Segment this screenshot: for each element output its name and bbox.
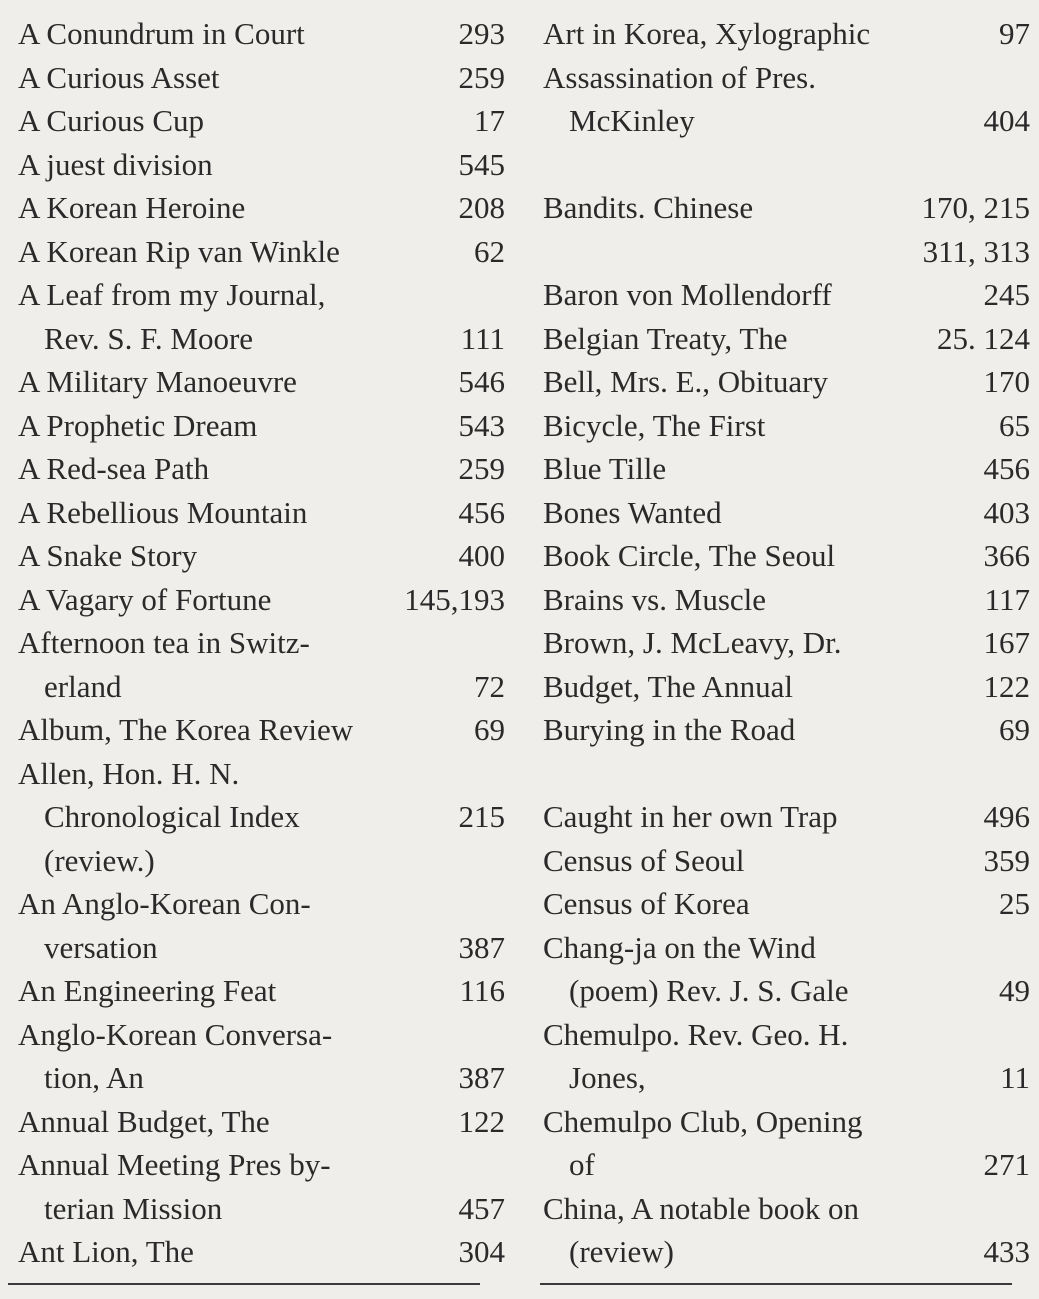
index-entry-title: An Anglo-Korean Con- (18, 886, 311, 921)
index-entry (525, 1100, 1030, 1144)
index-entry (0, 273, 505, 317)
index-entry-pages: 111 (460, 320, 505, 356)
index-entry-title: Rev. S. F. Moore (44, 320, 254, 356)
index-entry (525, 1143, 1030, 1187)
index-entry-pages: 387 (458, 1060, 505, 1095)
index-entry-title: Bell, Mrs. E., Obituary (543, 364, 828, 399)
index-entry-title: An Engineering Feat (18, 973, 277, 1008)
index-entry-title: (review) (569, 1234, 674, 1269)
index-entry (525, 534, 1030, 578)
index-entry-pages: 11 (1000, 1060, 1030, 1095)
index-entry-title: Caught in her own Trap (543, 799, 838, 834)
index-entry (0, 882, 505, 926)
index-entry (525, 491, 1030, 535)
index-entry (0, 447, 505, 491)
index-entry-title: (review.) (44, 842, 155, 878)
index-entry-title: Bicycle, The First (543, 407, 766, 443)
index-entry-title: Allen, Hon. H. N. (18, 755, 240, 791)
index-entry-pages: 245 (983, 277, 1030, 312)
index-entry-pages: 97 (999, 16, 1030, 51)
index-entry (525, 969, 1030, 1013)
index-entry (525, 1230, 1030, 1274)
index-entry-pages: 311, 313 (922, 233, 1030, 269)
rule-right (540, 1283, 1012, 1285)
index-entry (0, 1143, 505, 1187)
index-entry (0, 969, 505, 1013)
index-entry-pages: 65 (999, 407, 1030, 443)
rule-left (8, 1283, 480, 1285)
index-entry-title: (poem) Rev. J. S. Gale (569, 973, 849, 1008)
index-entry-pages: 215 (458, 799, 505, 834)
index-entry (0, 143, 505, 187)
index-entry-title: Belgian Treaty, The (543, 320, 788, 356)
index-entry (525, 143, 1030, 187)
index-entry-title: McKinley (569, 103, 695, 138)
index-entry-title: A Rebellious Mountain (18, 494, 308, 530)
index-entry-title: A Curious Cup (18, 103, 205, 138)
index-entry (0, 752, 505, 796)
index-entry (525, 12, 1030, 56)
index-entry (525, 56, 1030, 100)
index-entry-pages: 359 (983, 842, 1030, 878)
index-entry-pages: 546 (458, 364, 505, 399)
index-entry (525, 230, 1030, 274)
index-entry (525, 708, 1030, 752)
index-entry-pages: 122 (458, 1103, 505, 1139)
index-entry-pages: 403 (983, 494, 1030, 530)
index-entry (0, 1100, 505, 1144)
index-entry-title: A Korean Heroine (18, 190, 246, 225)
index-entry-title: Brown, J. McLeavy, Dr. (543, 625, 842, 660)
index-entry-pages: 72 (474, 668, 505, 704)
index-entry-title: versation (44, 929, 158, 965)
index-entry-pages: 25 (999, 886, 1030, 921)
index-entry-pages: 69 (999, 712, 1030, 747)
index-entry-pages: 259 (458, 451, 505, 486)
index-entry-title: Bandits. Chinese (543, 190, 754, 225)
index-entry (0, 621, 505, 665)
index-entry-title: Ant Lion, The (18, 1234, 194, 1269)
index-entry (525, 926, 1030, 970)
index-entry (525, 839, 1030, 883)
index-entry (0, 534, 505, 578)
index-entry (525, 186, 1030, 230)
index-entry-pages: 433 (983, 1234, 1030, 1269)
index-entry (0, 99, 505, 143)
index-entry-title: Afternoon tea in Switz- (18, 625, 310, 660)
index-entry-pages: 400 (458, 538, 505, 573)
index-entry (0, 795, 505, 839)
index-entry-pages: 545 (458, 146, 505, 182)
index-entry-title: Burying in the Road (543, 712, 796, 747)
index-entry-title: A Military Manoeuvre (18, 364, 297, 399)
index-entry-title: Anglo-Korean Conversa- (18, 1016, 333, 1052)
index-entry (0, 317, 505, 361)
index-entry-title: Census of Seoul (543, 842, 745, 878)
index-entry-title: Jones, (569, 1060, 646, 1095)
index-entry-title: A Curious Asset (18, 59, 220, 95)
index-entry-pages: 366 (983, 538, 1030, 573)
index-entry (0, 1056, 505, 1100)
index-entry-title: Blue Tille (543, 451, 667, 486)
index-entry-title: Bones Wanted (543, 494, 722, 530)
index-entry-title: Baron von Mollendorff (543, 277, 832, 312)
index-entry-title: A Vagary of Fortune (18, 581, 272, 617)
index-entry-title: Book Circle, The Seoul (543, 538, 836, 573)
index-entry-pages: 387 (458, 929, 505, 965)
index-entry (0, 1230, 505, 1274)
index-entry (0, 360, 505, 404)
index-entry (525, 578, 1030, 622)
index-entry-pages: 116 (459, 973, 505, 1008)
index-entry (525, 99, 1030, 143)
index-entry-title: tion, An (44, 1060, 144, 1095)
index-entry-pages: 122 (983, 668, 1030, 704)
index-entry-pages: 117 (984, 581, 1030, 617)
index-entry-title: Brains vs. Muscle (543, 581, 767, 617)
index-entry-pages: 293 (458, 16, 505, 51)
index-entry (0, 230, 505, 274)
index-entry-pages: 145,193 (404, 581, 505, 617)
index-entry-pages: 208 (458, 190, 505, 225)
index-entry-title: Census of Korea (543, 886, 750, 921)
index-entry-title: Annual Budget, The (18, 1103, 270, 1139)
index-entry-title: A Prophetic Dream (18, 407, 258, 443)
index-entry (525, 752, 1030, 796)
index-entry (525, 273, 1030, 317)
index-entry (0, 708, 505, 752)
index-entry-pages: 457 (458, 1190, 505, 1226)
index-entry-title: Chemulpo Club, Opening (543, 1103, 863, 1139)
index-entry (525, 621, 1030, 665)
index-entry-pages: 167 (983, 625, 1030, 660)
index-entry-pages: 259 (458, 59, 505, 95)
index-entry-title: of (569, 1147, 595, 1182)
index-entry (525, 665, 1030, 709)
index-entry-pages: 17 (474, 103, 505, 138)
index-entry (0, 56, 505, 100)
index-entry-title: Assassination of Pres. (543, 59, 816, 95)
index-entry (525, 1013, 1030, 1057)
index-entry-title: erland (44, 668, 122, 704)
index-entry (0, 839, 505, 883)
index-entry-pages: 456 (983, 451, 1030, 486)
index-entry (0, 491, 505, 535)
index-entry-pages: 304 (458, 1234, 505, 1269)
index-entry-title: Annual Meeting Pres by- (18, 1147, 331, 1182)
index-entry (0, 926, 505, 970)
index-entry-title: A Conundrum in Court (18, 16, 305, 51)
index-entry-pages: 456 (458, 494, 505, 530)
index-entry-title: Chang-ja on the Wind (543, 929, 816, 965)
index-entry-pages: 69 (474, 712, 505, 747)
index-entry-pages: 25. 124 (937, 320, 1030, 356)
index-entry-pages: 404 (983, 103, 1030, 138)
index-entry (0, 404, 505, 448)
index-entry-title: A Red-sea Path (18, 451, 210, 486)
index-entry (0, 665, 505, 709)
index-entry (0, 1187, 505, 1231)
index-entry (525, 1056, 1030, 1100)
index-entry-pages: 543 (458, 407, 505, 443)
index-entry-title: Album, The Korea Review (18, 712, 354, 747)
index-entry-pages: 170, 215 (921, 190, 1030, 225)
index-entry-pages: 49 (999, 973, 1030, 1008)
index-entry-pages: 271 (983, 1147, 1030, 1182)
index-entry-pages: 496 (983, 799, 1030, 834)
index-entry-title: A juest division (18, 146, 213, 182)
index-entry-title: A Leaf from my Journal, (18, 277, 326, 312)
index-entry-title: Chemulpo. Rev. Geo. H. (543, 1016, 849, 1052)
index-entry (525, 1187, 1030, 1231)
index-entry-pages: 170 (983, 364, 1030, 399)
index-entry-title: Art in Korea, Xylographic (543, 16, 871, 51)
index-entry-title: A Korean Rip van Winkle (18, 233, 340, 269)
index-entry-title: Budget, The Annual (543, 668, 793, 704)
index-entry (525, 360, 1030, 404)
index-entry-pages: 62 (474, 233, 505, 269)
index-entry-title: terian Mission (44, 1190, 223, 1226)
index-entry (0, 1013, 505, 1057)
index-entry (525, 795, 1030, 839)
index-entry (525, 404, 1030, 448)
index-entry (525, 882, 1030, 926)
index-entry-title: China, A notable book on (543, 1190, 860, 1226)
index-entry (525, 447, 1030, 491)
index-entry-title: Chronological Index (44, 799, 300, 834)
index-entry-title: A Snake Story (18, 538, 198, 573)
index-entry (0, 12, 505, 56)
index-entry (0, 578, 505, 622)
index-entry (0, 186, 505, 230)
index-entry (525, 317, 1030, 361)
